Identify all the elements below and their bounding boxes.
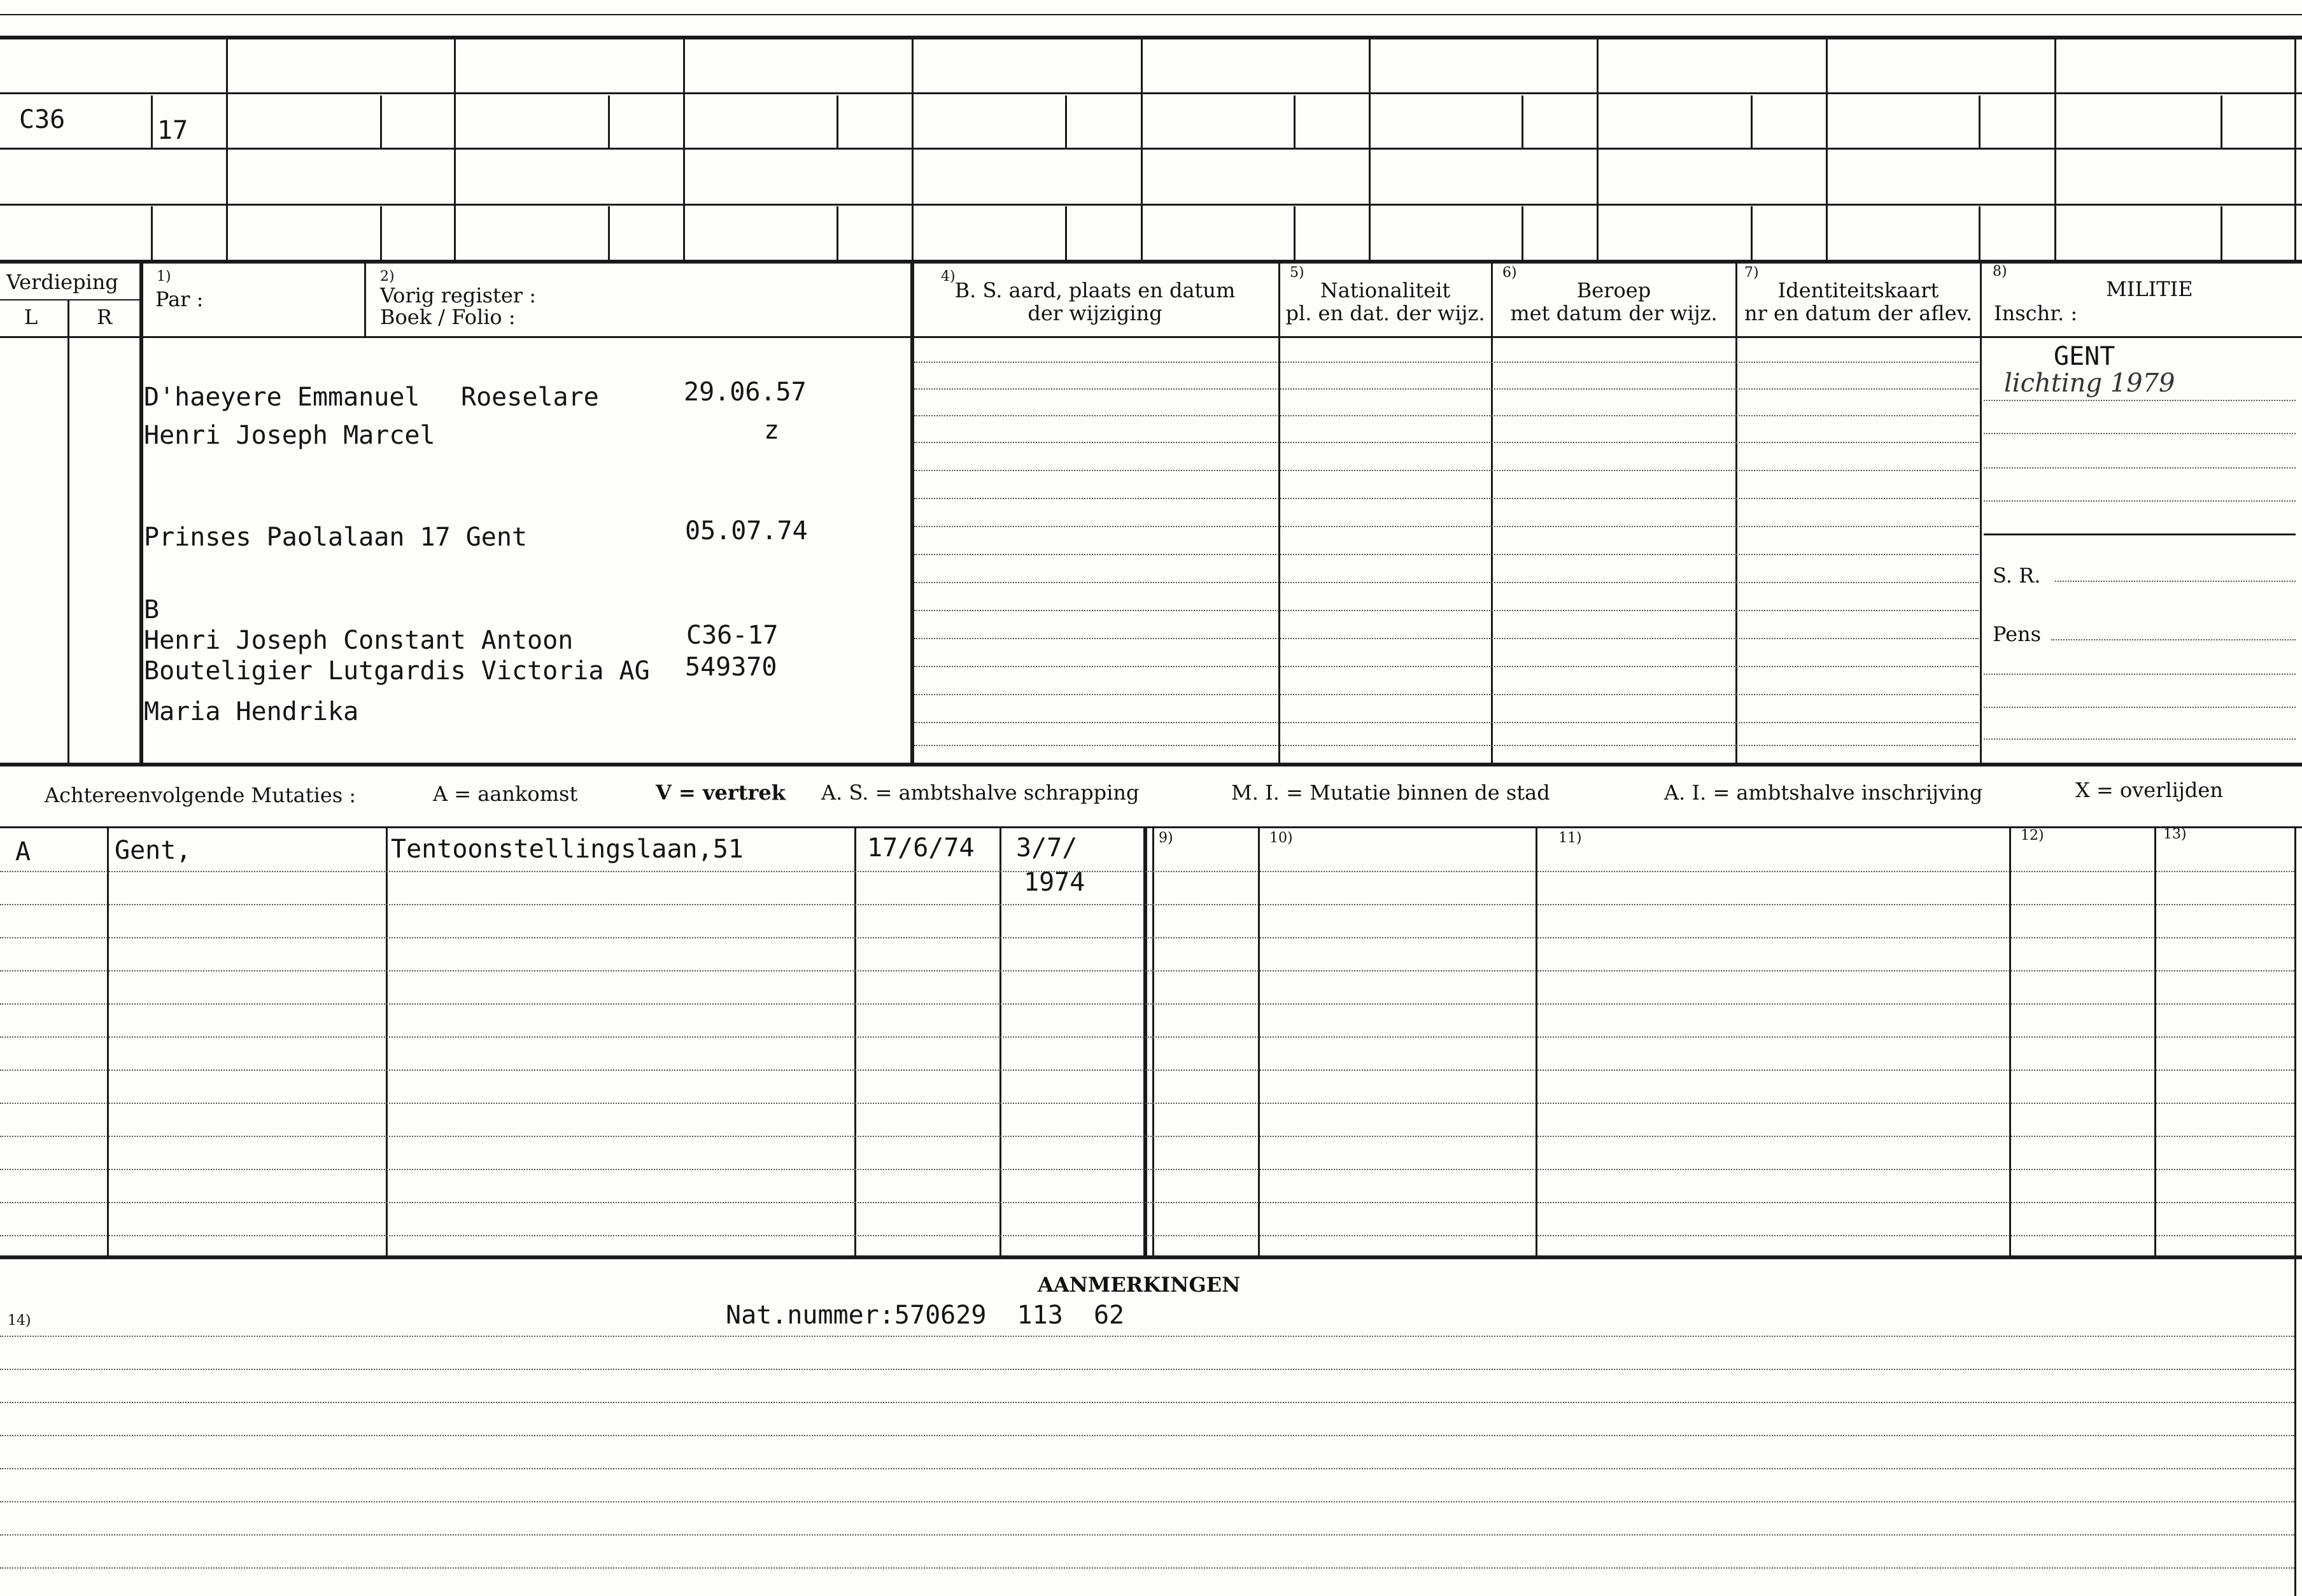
col7-number: 7): [1744, 265, 1759, 281]
dotted-rule: [914, 610, 1979, 611]
dotted-rule: [914, 442, 1979, 443]
dotted-rule: [914, 582, 1979, 583]
beroep-label: Beroep: [1576, 278, 1651, 302]
mut-col: [107, 828, 109, 1255]
mut-rule: [0, 970, 2294, 971]
mut-col-double: [1143, 828, 1147, 1255]
top-grid-subcol: [1522, 95, 1523, 148]
militie-rule: [1984, 433, 2296, 434]
mut-rule: [0, 1070, 2294, 1071]
mutation-top-line: [0, 826, 2302, 828]
verdieping-r: R: [97, 305, 113, 329]
col8-number: 8): [1993, 264, 2007, 279]
legend-x: X = overlijden: [2075, 778, 2223, 802]
top-edge-line: [0, 14, 2302, 15]
dotted-rule: [914, 415, 1979, 416]
data-row-bottom: [0, 763, 2302, 766]
pens-rule: [2051, 639, 2296, 640]
mutaties-label: Achtereenvolgende Mutaties :: [45, 783, 357, 807]
person-name-line2: Henri Joseph Marcel: [144, 421, 435, 450]
col-beroep-left: [1491, 262, 1493, 765]
top-grid-subcol: [380, 206, 382, 260]
mut-rule: [0, 1136, 2294, 1137]
col-bs-left: [910, 262, 914, 765]
militie-rule: [1984, 707, 2296, 708]
col-par-left: [139, 262, 143, 765]
col5-number: 5): [1290, 265, 1304, 281]
mutation-date2b: 1974: [1024, 868, 1085, 897]
top-grid-subcol: [608, 206, 610, 260]
remarks-title: AANMERKINGEN: [1038, 1273, 1241, 1297]
top-grid-col: [226, 38, 228, 261]
dotted-rule: [914, 526, 1979, 527]
mutation-date2a: 3/7/: [1016, 833, 1078, 863]
top-grid-col: [1141, 38, 1143, 261]
top-grid-subcol: [1979, 95, 1981, 148]
col4-number: 4): [941, 269, 956, 285]
person-code: z: [764, 416, 780, 445]
father-ref: C36-17: [686, 621, 779, 650]
mut-col-12-number: 12): [2021, 828, 2044, 844]
remarks-rule: [0, 1402, 2294, 1403]
mut-rule: [0, 937, 2294, 938]
top-grid-border: [0, 36, 2302, 39]
top-grid-subcol: [837, 95, 838, 148]
dotted-rule: [914, 745, 1979, 746]
remarks-number: 14): [8, 1313, 31, 1329]
house-number-divider: [151, 95, 153, 148]
top-grid-subcol: [1751, 95, 1753, 148]
top-grid-subcol: [608, 95, 610, 148]
top-grid-subcol: [151, 206, 153, 260]
bs-aard-label: B. S. aard, plaats en datum: [954, 278, 1236, 302]
mut-col: [999, 828, 1001, 1255]
col-id-left: [1735, 262, 1737, 765]
militie-rule: [1984, 467, 2296, 469]
militie-rule: [1984, 674, 2296, 675]
mut-col: [854, 828, 856, 1255]
top-grid-subcol: [1065, 206, 1067, 260]
nationaliteit-sub-label: pl. en dat. der wijz.: [1285, 301, 1485, 325]
militie-label: MILITIE: [2106, 277, 2193, 301]
header-bottom-line: [0, 336, 2302, 338]
militie-solid-rule: [1984, 533, 2296, 535]
mut-rule: [0, 1103, 2294, 1104]
col-vorig-left: [364, 262, 366, 336]
beroep-sub-label: met datum der wijz.: [1510, 301, 1718, 325]
father-name: Henri Joseph Constant Antoon: [144, 626, 574, 655]
legend-ai: A. I. = ambtshalve inschrijving: [1664, 780, 1983, 805]
remarks-rule: [0, 1567, 2294, 1569]
national-number: Nat.nummer:570629 113 62: [726, 1301, 1125, 1330]
top-grid-col: [1369, 38, 1371, 261]
mut-rule: [0, 1235, 2294, 1236]
legend-mi: M. I. = Mutatie binnen de stad: [1231, 780, 1550, 805]
mut-col-11-number: 11): [1558, 830, 1582, 846]
mut-col: [2009, 828, 2011, 1255]
top-grid-col: [683, 38, 685, 261]
dotted-rule: [914, 694, 1979, 695]
mut-col: [386, 828, 388, 1255]
legend-a: A = aankomst: [433, 782, 578, 806]
col-l-r-divider: [67, 299, 69, 764]
top-grid-col: [2294, 38, 2296, 261]
legend-as: A. S. = ambtshalve schrapping: [821, 780, 1140, 805]
militie-place: GENT: [2054, 342, 2115, 371]
bs-wijziging-label: der wijziging: [1027, 301, 1162, 325]
mutation-address: Tentoonstellingslaan,51: [391, 835, 744, 864]
militie-handwritten: lichting 1979: [2004, 369, 2175, 398]
col2-number: 2): [380, 269, 395, 285]
top-grid-subcol: [1522, 206, 1523, 260]
dotted-rule: [914, 498, 1979, 499]
top-grid-subcol: [1065, 95, 1067, 148]
vorig-register-label: Vorig register :: [380, 283, 537, 307]
top-grid-col: [1826, 38, 1828, 261]
legend-v: V = vertrek: [656, 780, 786, 805]
dotted-rule: [914, 722, 1979, 723]
mut-col: [1536, 828, 1537, 1255]
mut-col-double: [1152, 828, 1154, 1255]
remarks-rule: [0, 1435, 2294, 1436]
nationaliteit-label: Nationaliteit: [1320, 278, 1451, 302]
mut-col: [2294, 828, 2296, 1255]
person-birthplace: Roeselare: [461, 383, 599, 412]
mut-col-10-number: 10): [1269, 830, 1293, 846]
mut-rule: [0, 1003, 2294, 1005]
remarks-rule: [0, 1369, 2294, 1370]
col-nat-left: [1278, 262, 1280, 765]
mutation-date1: 17/6/74: [867, 833, 975, 863]
sr-rule: [2055, 581, 2296, 582]
mut-col-13-number: 13): [2163, 826, 2187, 842]
col1-number: 1): [157, 269, 171, 285]
militie-rule: [1984, 400, 2296, 401]
col6-number: 6): [1502, 265, 1517, 281]
top-grid-line: [0, 204, 2302, 206]
verdieping-label: Verdieping: [6, 270, 118, 294]
top-grid-col: [912, 38, 914, 261]
person-address-date: 05.07.74: [685, 516, 808, 546]
mutation-place: Gent,: [115, 836, 192, 865]
identiteitskaart-label: Identiteitskaart: [1777, 278, 1939, 302]
top-grid-subcol: [1294, 206, 1296, 260]
top-grid-subcol: [837, 206, 838, 260]
top-grid-subcol: [380, 95, 382, 148]
mut-rule: [0, 1169, 2294, 1170]
mut-rule: [0, 904, 2294, 905]
remarks-right-border: [2294, 1258, 2296, 1596]
top-grid-subcol: [2221, 95, 2222, 148]
mutation-type: A: [15, 837, 31, 866]
par-label: Par :: [155, 287, 204, 311]
inschr-label: Inschr. :: [1994, 301, 2078, 325]
top-grid-subcol: [1751, 206, 1753, 260]
top-grid-subcol: [2221, 206, 2222, 260]
col-militie-left: [1980, 262, 1982, 765]
mother-name-2: Maria Hendrika: [144, 697, 359, 726]
verdieping-divider: [0, 299, 141, 300]
pens-label: Pens: [1993, 622, 2042, 646]
mother-ref: 549370: [685, 653, 777, 682]
person-b-marker: B: [144, 595, 160, 625]
remarks-rule: [0, 1336, 2294, 1337]
dotted-rule: [914, 362, 1979, 363]
house-number: 17: [157, 116, 188, 145]
mut-rule: [0, 871, 2294, 872]
sr-label: S. R.: [1993, 563, 2041, 588]
person-name-line1: D'haeyere Emmanuel: [144, 383, 420, 412]
top-grid-line: [0, 92, 2302, 94]
dotted-rule: [914, 470, 1979, 471]
mother-name: Bouteligier Lutgardis Victoria AG: [144, 656, 650, 686]
person-birthdate: 29.06.57: [684, 378, 807, 407]
top-grid-col: [2054, 38, 2056, 261]
militie-rule: [1984, 738, 2296, 740]
militie-rule: [1984, 500, 2296, 502]
top-grid-col: [1597, 38, 1599, 261]
top-grid-line: [0, 148, 2302, 150]
dotted-rule: [914, 666, 1979, 667]
remarks-rule: [0, 1534, 2294, 1536]
top-grid-subcol: [1979, 206, 1981, 260]
boek-folio-label: Boek / Folio :: [380, 305, 516, 329]
dotted-rule: [914, 638, 1979, 639]
identiteitskaart-sub-label: nr en datum der aflev.: [1744, 301, 1973, 325]
mut-rule: [0, 1036, 2294, 1038]
person-address: Prinses Paolalaan 17 Gent: [144, 523, 528, 552]
remarks-rule: [0, 1468, 2294, 1469]
block-code: C36: [19, 105, 66, 134]
mutation-bottom-line: [0, 1255, 2302, 1259]
dotted-rule: [914, 388, 1979, 390]
remarks-rule: [0, 1501, 2294, 1502]
top-grid-col: [454, 38, 456, 261]
mut-col: [2154, 828, 2156, 1255]
dotted-rule: [914, 554, 1979, 555]
verdieping-l: L: [24, 305, 38, 329]
mut-col-9-number: 9): [1159, 830, 1173, 846]
mut-rule: [0, 1202, 2294, 1203]
mut-col: [1258, 828, 1260, 1255]
top-grid-subcol: [1294, 95, 1296, 148]
top-grid-border: [0, 260, 2302, 264]
